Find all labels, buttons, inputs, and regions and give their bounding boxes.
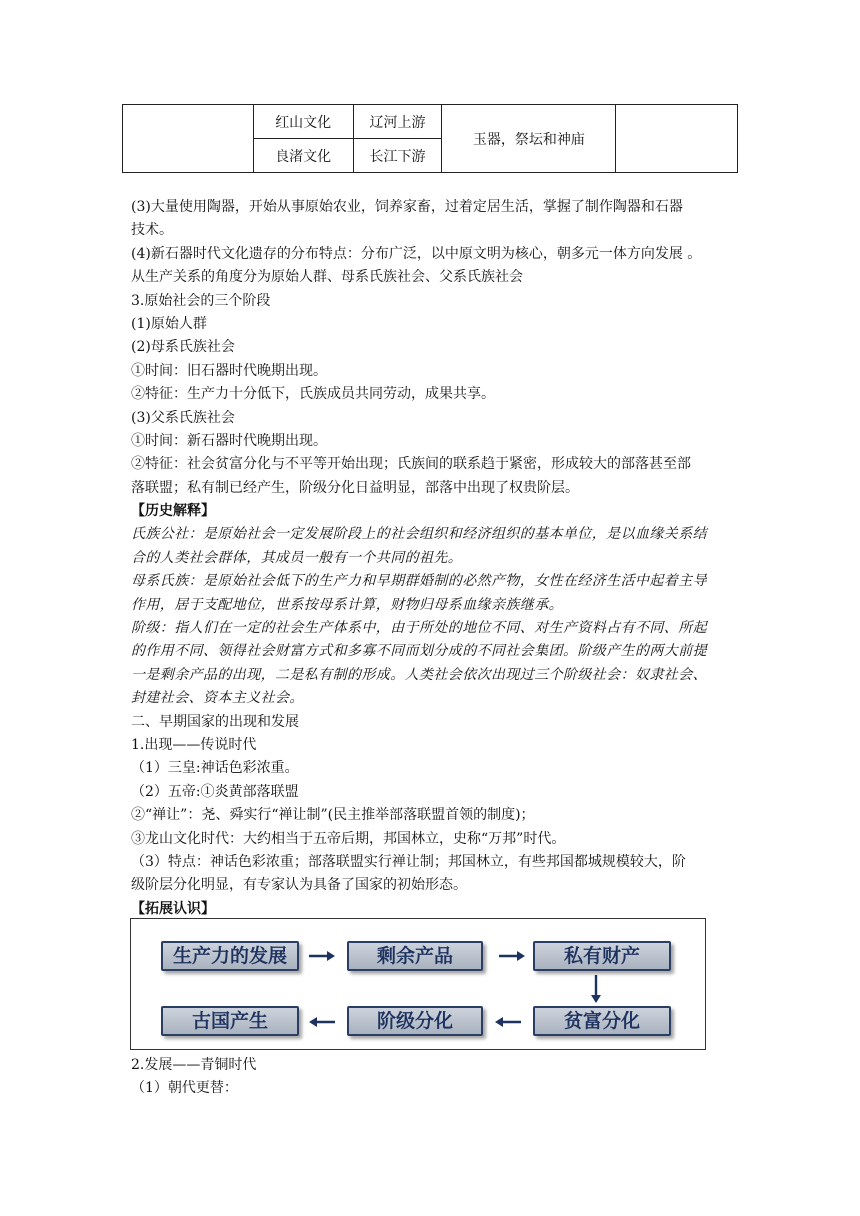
arrow-right-icon xyxy=(497,949,527,963)
text-line: (3)大量使用陶器，开始从事原始农业，饲养家畜，过着定居生活，掌握了制作陶器和石器 xyxy=(131,199,683,215)
text-line: （3）特点：神话色彩浓重；部落联盟实行禅让制；邦国林立，有些邦国都城规模较大，阶 xyxy=(131,853,686,870)
arrow-left-icon xyxy=(493,1015,523,1029)
text-line: 1.出现——传说时代 xyxy=(131,736,257,753)
table-cell-features: 玉器，祭坛和神庙 xyxy=(442,105,616,173)
section-heading: 3.原始社会的三个阶段 xyxy=(131,292,271,309)
text-line: (4)新石器时代文化遗存的分布特点：分布广泛，以中原文明为核心，朝多元一体方向发展 。 xyxy=(131,245,702,262)
table-cell-location: 辽河上游 xyxy=(353,105,442,139)
arrow-left-icon xyxy=(307,1015,337,1029)
diagram-box: 私有财产 xyxy=(533,941,671,971)
text-line: ①时间：旧石器时代晚期出现。 xyxy=(131,362,327,379)
diagram-box: 剩余产品 xyxy=(347,941,483,971)
text-line: ①时间：新石器时代晚期出现。 xyxy=(131,432,327,449)
section-heading: 【拓展认识】 xyxy=(131,900,215,917)
text-line: （1）三皇:神话色彩浓重。 xyxy=(131,760,299,777)
diagram-box: 阶级分化 xyxy=(347,1006,483,1036)
text-line: 2.发展——青铜时代 xyxy=(131,1057,257,1073)
diagram-box: 古国产生 xyxy=(161,1006,299,1036)
arrow-down-icon xyxy=(589,973,603,1005)
body-text-continued xyxy=(131,1054,741,1101)
table-empty-cell-left xyxy=(123,105,254,173)
definition-line: 母系氏族：是原始社会低下的生产力和早期群婚制的必然产物，女性在经济生活中起着主导 xyxy=(131,573,707,590)
table-empty-cell-right xyxy=(616,105,738,173)
relationship-diagram xyxy=(130,918,706,1050)
arrow-right-icon xyxy=(307,949,337,963)
text-line: (3)父系氏族社会 xyxy=(131,409,235,426)
text-line: 技术。 xyxy=(131,222,173,239)
definition-line: 作用，居于支配地位，世系按母系计算，财物归母系血缘亲族继承。 xyxy=(131,596,563,613)
table-cell-culture: 良渚文化 xyxy=(253,139,353,173)
text-line: ③龙山文化时代：大约相当于五帝后期，邦国林立，史称“万邦”时代。 xyxy=(131,830,566,847)
section-heading: 【历史解释】 xyxy=(131,503,215,520)
definition-line: 的作用不同、领得社会财富方式和多寡不同而划分成的不同社会集团。阶级产生的两大前提 xyxy=(131,643,707,660)
text-line: 落联盟；私有制已经产生，阶级分化日益明显，部落中出现了权贵阶层。 xyxy=(131,479,579,496)
text-line: ②特征：生产力十分低下，氏族成员共同劳动，成果共享。 xyxy=(131,386,495,403)
definition-line: 阶级：指人们在一定的社会生产体系中，由于所处的地位不同、对生产资料占有不同、所起 xyxy=(131,620,707,637)
table-cell-location: 长江下游 xyxy=(353,139,442,173)
text-line: ②“禅让”：尧、舜实行“禅让制”(民主推举部落联盟首领的制度)； xyxy=(131,807,535,824)
definition-line: 封建社会、资本主义社会。 xyxy=(131,690,304,707)
text-line: 从生产关系的角度分为原始人群、母系氏族社会、父系氏族社会 xyxy=(131,269,523,286)
definition-line: 氏族公社：是原始社会一定发展阶段上的社会组织和经济组织的基本单位，是以血缘关系结 xyxy=(131,526,707,543)
text-line: 级阶层分化明显，有专家认为具备了国家的初始形态。 xyxy=(131,877,467,894)
text-line: (2)母系氏族社会 xyxy=(131,339,235,356)
diagram-box: 贫富分化 xyxy=(533,1006,671,1036)
text-line: (1)原始人群 xyxy=(131,315,207,332)
text-line: ②特征：社会贫富分化与不平等开始出现；氏族间的联系趋于紧密，形成较大的部落甚至部 xyxy=(131,456,691,473)
diagram-box: 生产力的发展 xyxy=(161,941,299,971)
table-cell-culture: 红山文化 xyxy=(253,105,353,139)
definition-line: 一是剩余产品的出现，二是私有制的形成。人类社会依次出现过三个阶级社会：奴隶社会、 xyxy=(131,666,707,683)
culture-table xyxy=(122,104,738,173)
section-heading: 二、早期国家的出现和发展 xyxy=(131,713,299,730)
text-line: （2）五帝:①炎黄部落联盟 xyxy=(131,783,299,800)
body-text xyxy=(131,196,741,945)
definition-line: 合的人类社会群体，其成员一般有一个共同的祖先。 xyxy=(131,549,463,566)
text-line: （1）朝代更替： xyxy=(131,1080,238,1097)
